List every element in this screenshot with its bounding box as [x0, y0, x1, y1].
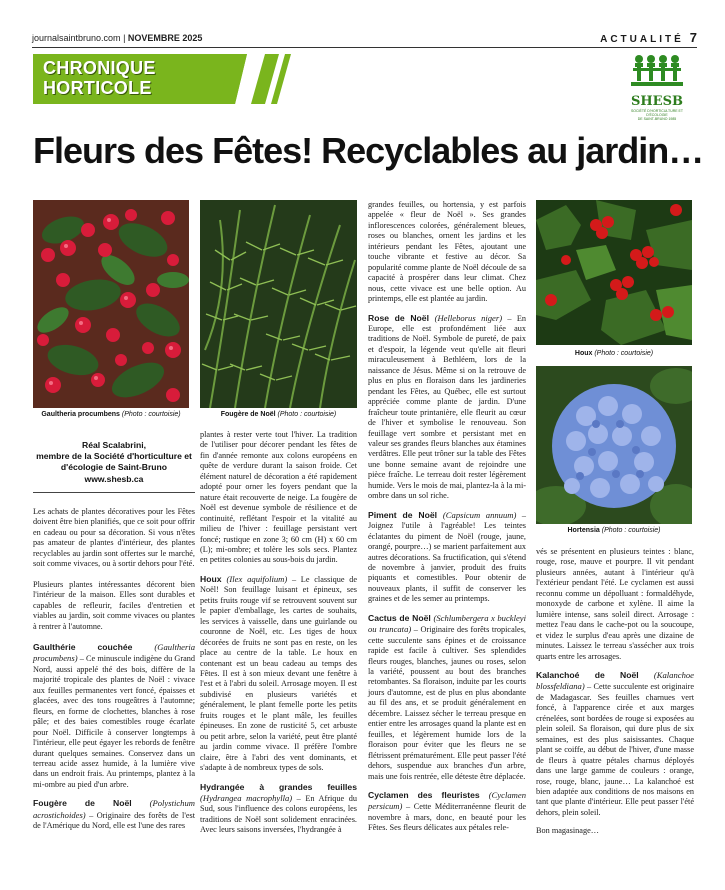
caption-fougere-name: Fougère de Noël [220, 411, 276, 418]
logo-tagline-2: DE SAINT-BRUNO 1985 [637, 117, 677, 121]
banner-line-2: HORTICOLE [43, 78, 152, 98]
article-title: Fleurs des Fêtes! Recyclables au jardin… [33, 130, 704, 171]
intro-paragraph: Les achats de plantes décoratives pour les Fêtes doivent être bien planifiés, que ce soit pour offrir en cadeau ou pour sa décoration. Si vous n'êtes pas amateur de plantes d'intérieur, des plantes recyclables au jardin sont offertes sur le marché, soit comme vivaces, ou à sortir dehors pour l'été. [33, 507, 195, 569]
caption-gaultheria [33, 411, 189, 418]
caption-houx-credit: (Photo : courtoisie) [594, 350, 654, 357]
section-fougere-heading: Fougère de Noël (Polystichum acrostichoides) [33, 798, 195, 820]
closing-line: Bon magasinage… [536, 826, 600, 836]
section-cyclamen-heading: Cyclamen des fleuristes (Cyclamen persicum) [368, 790, 526, 812]
column-4 [536, 547, 694, 847]
header-rule [32, 47, 697, 48]
section-fougere [33, 798, 195, 831]
section-rose-noel-text: – En Europe, elle est profondément liée aux traditions de Noël. Symbole de pureté, de paix et d'espoir, la légende veut qu'elle ait fleuri miraculeusement à Bethléem, lors de la naissance de Jésus. Même si on la retrouve de plus en plus en floraison dans les jardineries pendant les Fêtes, au Québec, elle est surtout appréciée comme plante de jardin. D'une fraîcheur toute printanière, elle fleurit au cœur de l'hiver et symbolise le renouveau. Son feuillage vert sombre et persistant met en valeur ses grandes fleurs blanches aux étamines verdâtres. Elle peut trôner sur la table des Fêtes une bonne semaine avant de rejoindre une pièce fraîche. Le terreau doit rester légèrement humide. Vers le mois de mai, plantez-la à la mi-ombre dans un sol riche. [368, 313, 527, 501]
section-gaultherie-heading: Gaulthérie couchée (Gaultheria procumbens) [33, 641, 195, 664]
caption-gaultheria-name: Gaultheria procumbens [41, 411, 120, 418]
section-label: ACTUALITÉ [600, 34, 684, 45]
issue-date: NOVEMBRE 2025 [127, 33, 203, 43]
section-piment-heading: Piment de Noël (Capsicum annuum) [368, 509, 517, 520]
fougere-continued: plantes à rester verte tout l'hiver. La tradition de l'utiliser pour décorer pendant les fêtes de fin d'année remonte aux colons européens en quête de verdure durant la saison froide. Cet élément naturel de décoration a été rapidement adopté pour orner les foyers pendant que la nature était recouverte de neige. La fougère de Noël est devenue symbole de résilience et de continuité, reflétant l'espoir et la vitalité au milieu de l'hiver : feuillage persistant vert foncé; rustique en zone 3; 60 cm (H) x 60 cm (L); mi-ombre; et tolère les sols secs. Plantez en petites colonies au sous-bois du jardin. [200, 430, 357, 565]
caption-houx [536, 350, 692, 357]
hydrangee-continued: grandes feuilles, ou hortensia, y est parfois appelée « fleur de Noël ». Ses grandes inflorescences colorées, généralement bleues, roses ou blanches, ornent les jardins et les intérieurs pendant les Fêtes, ajoutant une touche vibrante et festive au décor. Sa popularité comme plante de Noël découle de sa capacité à prospérer dans leur climat. Chez nous, cette vivace est une belle option. Au printemps, elle est plantée au jardin. [368, 200, 526, 304]
caption-houx-name: Houx [574, 350, 593, 357]
column-3 [368, 200, 526, 844]
section-kalanchoe-text: – Cette succulente est originaire de Madagascar. Ses feuilles charnues vert foncé, à l'apparence cirée et aux marges crénelées, sont bordées de rouge si exposées au plein soleil. Sa floraison, qui dure plus de six semaines, est des plus saisissantes. Chaque plant se coiffe, au début de l'hiver, d'une masse de fleurs à quatre pétales charnus déployés dans une large gamme de couleurs : orange, rose, rouge, blanc, jaune… La kalanchoé est bien adaptée aux conditions de nos maisons en tant que plante d'intérieur. Elle peut passer l'été dehors, plein soleil. [536, 682, 694, 817]
caption-fougere [200, 411, 357, 418]
header-separator: | [120, 33, 128, 43]
author-block [33, 440, 195, 485]
caption-hortensia-credit: (Photo : courtoisie) [601, 527, 661, 534]
page-number: 7 [689, 30, 697, 45]
banner-label [43, 58, 156, 98]
logo-tagline-1: SOCIÉTÉ D'HORTICULTURE ET D'ÉCOLOGIE [630, 109, 684, 117]
section-kalanchoe [536, 670, 694, 818]
logo-name: SHESB [631, 94, 683, 109]
section-rose-noel-heading: Rose de Noël (Helleborus niger) [368, 312, 503, 323]
column-2 [200, 430, 357, 846]
section-cactus-heading: Cactus de Noël (Schlumbergera x buckleyi ou truncata) [368, 612, 526, 635]
section-hydrangee [200, 782, 357, 836]
section-houx-text: – Le classique de Noël! Son feuillage luisant et épineux, ses petits fruits rouge vif se retrouvent souvent sur le papier d'emballage, les cartes de souhaits, les services à vaisselle, dans une guirlande ou couronne de Noël, etc. Les tiges de houx décorées de fruits ne sont pas en reste, on les place au centre de la table. Le houx en contenant est un beau cadeau au temps des Fêtes. Il est à son mieux devant une fenêtre à l'est et à l'abri du soleil. Arrosage moyen. Il est subdivisé en plusieurs variétés et généralement, le plant femelle porte les petits fruits rouges et le plant mâle, les feuilles épineuses. En zone de rusticité 5, cet arbuste ou petit arbre, selon la variété, peut être planté au jardin comme vivace. Il préfère l'ombre claire, être à l'abri des vent dominants, et s'adapte à de nombreux types de sols. [200, 574, 357, 773]
caption-gaultheria-credit: (Photo : courtoisie) [121, 411, 181, 418]
section-kalanchoe-heading: Kalanchoé de Noël (Kalanchoe blossfeldiana) [536, 669, 695, 692]
author-name: Réal Scalabrini, [81, 440, 146, 450]
column-1 [33, 507, 195, 842]
section-rose-noel [368, 313, 526, 502]
column-banner [33, 54, 291, 104]
banner-line-1: CHRONIQUE [43, 58, 156, 78]
author-role: membre de la Société d'horticulture et d'écologie de Saint-Bruno [36, 451, 192, 472]
shesb-logo [622, 54, 692, 121]
section-gaultherie-text: – Ce minuscule indigène du Grand Nord, aussi appelé thé des bois, diffère de la majorité tropicale des plantes de Noël : vivace aux feuilles permanentes vert foncé, épaisses et glacées, avec des tons rougeâtres à l'automne; fleurs, en forme de clochettes, blanches à rose pâle; et des baies comestibles rouge écarlate pour Noël. Difficile à conserver longtemps à l'intérieur, elle peut égayer les rebords de fenêtre durant quelques semaines. Conservez dans un terreau acide assez humide, à la lumière vive dans un endroit frais. Au printemps, plantez à la mi-ombre au pied d'un arbre. [33, 654, 195, 789]
section-cactus [368, 613, 526, 782]
site-name[interactable]: journalsaintbruno.com [32, 33, 121, 43]
header-left [32, 33, 202, 43]
section-houx [200, 574, 357, 774]
section-cyclamen-text: – Cette Méditerranéenne fleurit de novembre à mars, donc, en beauté pour les Fêtes. Ses fleurs délicates aux pétales rele- [368, 802, 526, 833]
header-right [600, 30, 697, 45]
photo-gaultheria [33, 200, 189, 408]
section-hydrangee-text: – En Afrique du Sud, sous l'influence des colons européens, les traditions de Noël sont solidement enracinées. Avec leurs saisons inversées, l'hydrangée à [200, 793, 357, 835]
cyclamen-continued: vés se présentent en plusieurs teintes : blanc, rouge, rose, mauve et pourpre. Il vit pendant plusieurs années, autant à l'intérieur qu'à l'extérieur pendant l'été. Le cyclamen est aussi reconnu comme un dépolluant : formaldéhyde, monoxyde de carbone et xylène. Il aime la lumière intense, sans soleil direct. Arrosage : mettez l'eau dans le cache-pot ou la soucoupe, et videz le surplus d'eau après une dizaine de minutes. Laissez le terreau s'assécher aux trois quarts entre les arrosages. [536, 547, 694, 661]
caption-fougere-credit: (Photo : courtoisie) [277, 411, 337, 418]
section-piment-text: – Joignez l'utile à l'agréable! Les teintes éclatantes du piment de Noël (rouge, jaune, orangé, pourpre…) se marient parfaitement aux autres décorations. Sa fructification, qui s'étend de novembre à janvier, produit des fruits piquants et comestibles. Pour obtenir de nouveaux plants, il suffit de conserver les graines et de les semer au printemps. [368, 510, 527, 604]
intro-paragraph-2: Plusieurs plantes intéressantes décorent bien l'intérieur de la maison. Elles sont durables et capables de refleurir, faciles d'entretien et viables au jardin, soit comme vivaces ou plantes à rentrer à l'automne. [33, 579, 195, 631]
page-header [32, 30, 697, 47]
section-cyclamen [368, 790, 526, 834]
photo-houx [536, 200, 692, 345]
section-gaultherie [33, 642, 195, 790]
section-cactus-text: – Originaire des forêts tropicales, cette succulente sans épines et de croissance rapide est facile à cultiver. Ses splendides fleurs rouges, blanches, jaunes ou roses, selon la variété, poussent au bout des branches retombantes. Sa floraison, induite par les courts jours d'automne, est de plus en plus abondante au fil des ans, et se produit généralement en décembre. Laissez sécher le terreau presque en entier entre les arrosages quand la plante est en feuilles, et légèrement humide lors de la floraison pour éviter que les fleurs ne se flétrissent prématurément. Elle peut passer l'été dehors, suspendue aux branches d'un arbre, mais une fois rentrée, elle déteste être déplacée. [368, 625, 526, 781]
section-fougere-text: – Originaire des forêts de l'est de l'Amérique du Nord, elle est l'une des rares [33, 810, 195, 831]
section-hydrangee-heading: Hydrangée à grandes feuilles (Hydrangea macrophylla) [200, 781, 357, 803]
photo-fougere [200, 200, 357, 408]
author-rule [33, 492, 195, 493]
caption-hortensia [536, 527, 692, 534]
section-piment [368, 510, 526, 605]
people-tree-icon [631, 54, 683, 88]
author-url[interactable]: www.shesb.ca [84, 474, 144, 484]
section-houx-heading: Houx (Ilex aquifolium) [200, 573, 288, 584]
caption-hortensia-name: Hortensia [567, 527, 600, 534]
photo-hortensia [536, 366, 692, 524]
